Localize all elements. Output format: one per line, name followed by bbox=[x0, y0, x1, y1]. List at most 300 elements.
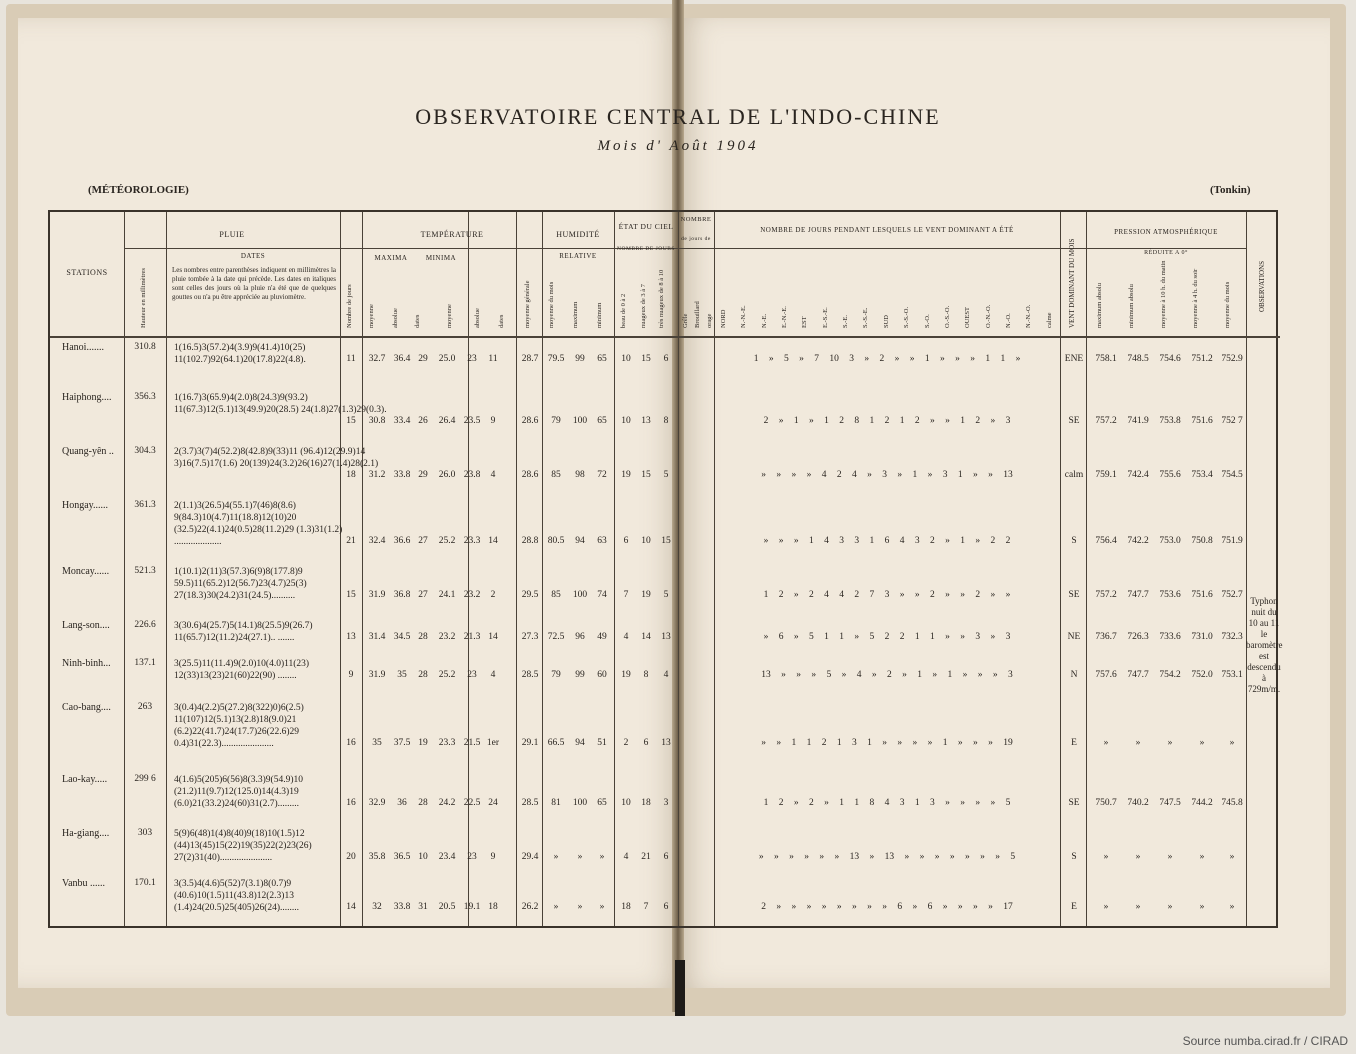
cell-pmin: » bbox=[1135, 852, 1141, 862]
station-name: Lang-son.... bbox=[62, 620, 110, 631]
cell-p10: 753.6 bbox=[1159, 590, 1181, 600]
cell-p10: » bbox=[1167, 738, 1173, 748]
tmax-abs-header: absolue bbox=[392, 308, 399, 328]
hmoy-header: moyenne du mois bbox=[548, 281, 555, 328]
cell-nb: 16 bbox=[346, 798, 356, 808]
cell-pmoy: 754.5 bbox=[1221, 470, 1243, 480]
cell-hmin: » bbox=[599, 852, 605, 862]
cell-pmax: 757.6 bbox=[1095, 670, 1117, 680]
cell-tmind: 9 bbox=[490, 852, 496, 862]
beau-header: beau de 0 à 2 bbox=[620, 293, 627, 328]
station-name: Lao-kay..... bbox=[62, 774, 108, 785]
source-credit: Source numba.cirad.fr / CIRAD bbox=[1182, 1034, 1348, 1048]
cell-tres: 4 bbox=[663, 670, 669, 680]
cell-tmind: 14 bbox=[488, 632, 498, 642]
cell-hmin: 65 bbox=[597, 416, 607, 426]
cell-p10: 753.8 bbox=[1159, 416, 1181, 426]
cell-pmin: 726.3 bbox=[1127, 632, 1149, 642]
cell-tmaxd: 28 bbox=[418, 670, 428, 680]
cell-tmina: 23.5 bbox=[463, 416, 481, 426]
cell-tmaxa: 37.5 bbox=[393, 738, 411, 748]
cell-beau: 19 bbox=[621, 670, 631, 680]
hauteur-header: Hauteur en millimètres bbox=[140, 268, 147, 328]
cell-tres: 15 bbox=[661, 536, 671, 546]
cell-wind-days: 1 » 5 » 7 10 3 » 2 » » 1 » » » 1 1 » bbox=[753, 354, 1021, 364]
cell-tgen: 29.1 bbox=[521, 738, 539, 748]
cell-nua: 18 bbox=[641, 798, 651, 808]
cell-p10: » bbox=[1167, 852, 1173, 862]
cell-tres: 5 bbox=[663, 590, 669, 600]
station-name: Hongay...... bbox=[62, 500, 109, 511]
cell-tmin: 26.0 bbox=[438, 470, 456, 480]
cell-nb: 13 bbox=[346, 632, 356, 642]
cell-beau: 19 bbox=[621, 470, 631, 480]
cell-p4: 753.4 bbox=[1191, 470, 1213, 480]
cell-dom: SE bbox=[1068, 416, 1080, 426]
cell-pmin: 741.9 bbox=[1127, 416, 1149, 426]
cell-haut: 303 bbox=[137, 828, 153, 838]
cell-tmaxd: 27 bbox=[418, 590, 428, 600]
cell-hmax: 99 bbox=[575, 670, 585, 680]
cell-wind-days: 13 » » » 5 » 4 » 2 » 1 » 1 » » » 3 bbox=[761, 670, 1013, 680]
cell-dom: E bbox=[1071, 902, 1077, 912]
vent-dominant-header: VENT DOMINANT DU MOIS bbox=[1068, 238, 1076, 328]
humidite-header: HUMIDITÉ bbox=[556, 230, 600, 239]
cell-pmin: » bbox=[1135, 738, 1141, 748]
cell-pmax: » bbox=[1103, 852, 1109, 862]
minima-header: MINIMA bbox=[425, 254, 457, 262]
cell-wind-days: 1 2 » 2 » 1 1 8 4 3 1 3 » » » » 5 bbox=[763, 798, 1011, 808]
observation-note: Typhon nuit du 10 au 11 le baromètre est descendu à 729m/m. bbox=[1246, 596, 1283, 694]
cell-pmax: » bbox=[1103, 738, 1109, 748]
cell-haut: 299 6 bbox=[134, 774, 156, 784]
cell-dom: NE bbox=[1067, 632, 1081, 642]
cell-tmind: 9 bbox=[490, 416, 496, 426]
cell-tmax: 32 bbox=[372, 902, 382, 912]
station-name: Vanbu ...... bbox=[62, 878, 106, 889]
cell-hmoy: 66.5 bbox=[547, 738, 565, 748]
cell-tmind: 18 bbox=[488, 902, 498, 912]
cell-tmaxd: 31 bbox=[418, 902, 428, 912]
hmax-header: maximum bbox=[572, 301, 579, 328]
cell-wind-days: 2 » 1 » 1 2 8 1 2 1 2 » » 1 2 » 3 bbox=[763, 416, 1011, 426]
de-jours-header: de jours de bbox=[681, 236, 711, 242]
cell-tmax: 35 bbox=[372, 738, 382, 748]
grele-header: Grêle bbox=[682, 313, 689, 328]
cell-tmaxa: 33.8 bbox=[393, 902, 411, 912]
cell-tres: 5 bbox=[663, 470, 669, 480]
rain-dates: 3(25.5)11(11.4)9(2.0)10(4.0)11(23) 12(33)13(23)21(60)22(90) ........ bbox=[174, 659, 310, 681]
cell-tmax: 32.7 bbox=[368, 354, 386, 364]
rain-dates: 1(16.5)3(57.2)4(3.9)9(41.4)10(25) 11(102.7)92(64.1)20(17.8)22(4.8). bbox=[174, 343, 306, 365]
cell-wind-days: » » » » » » 13 » 13 » » » » » » » 5 bbox=[758, 852, 1016, 862]
hmin-header: minimum bbox=[596, 302, 603, 328]
cell-tres: 13 bbox=[661, 738, 671, 748]
cell-hmoy: 72.5 bbox=[547, 632, 565, 642]
cell-tmina: 23 bbox=[467, 670, 477, 680]
cell-tmind: 14 bbox=[488, 536, 498, 546]
observations-header: OBSERVATIONS bbox=[1258, 260, 1266, 312]
cell-tres: 8 bbox=[663, 416, 669, 426]
wind-header-0: NORD bbox=[720, 309, 727, 328]
cell-beau: 6 bbox=[623, 536, 629, 546]
cell-nb: 15 bbox=[346, 590, 356, 600]
cell-p4: » bbox=[1199, 738, 1205, 748]
cell-nb: 15 bbox=[346, 416, 356, 426]
pluie-header: PLUIE bbox=[219, 230, 245, 239]
cell-tmax: 32.9 bbox=[368, 798, 386, 808]
cell-hmin: 60 bbox=[597, 670, 607, 680]
cell-hmoy: 79 bbox=[551, 416, 561, 426]
cell-tres: 3 bbox=[663, 798, 669, 808]
cell-tmind: 4 bbox=[490, 670, 496, 680]
cell-tgen: 28.6 bbox=[521, 470, 539, 480]
cell-beau: 7 bbox=[623, 590, 629, 600]
cell-wind-days: » 6 » 5 1 1 » 5 2 2 1 1 » » 3 » 3 bbox=[763, 632, 1011, 642]
cell-beau: 4 bbox=[623, 852, 629, 862]
cell-hmoy: 85 bbox=[551, 470, 561, 480]
cell-hmin: 65 bbox=[597, 354, 607, 364]
cell-tres: 6 bbox=[663, 852, 669, 862]
cell-pmax: 756.4 bbox=[1095, 536, 1117, 546]
cell-pmoy: 752.7 bbox=[1221, 590, 1243, 600]
wind-header-15: N.-N.-O. bbox=[1025, 304, 1033, 328]
tgen-header: moyenne générale bbox=[524, 280, 531, 328]
cell-tmind: 4 bbox=[490, 470, 496, 480]
cell-tgen: 28.5 bbox=[521, 670, 539, 680]
rain-dates: 3(3.5)4(4.6)5(52)7(3.1)8(0.7)9 (40.6)10(1.5)11(43.8)12(2.3)13 (1.4)24(20.5)25(405)26(24)........ bbox=[174, 879, 300, 913]
dates-note: Les nombres entre parenthèses indiquent en millimètres la pluie tombée à la date qui précède. Les dates en italiques sont celles des jours où la pluie n'a été que de quelques gouttes ou n'a pu être appréciée au pluviomètre. bbox=[172, 266, 336, 301]
cell-tmaxa: 36.8 bbox=[393, 590, 411, 600]
cell-tmaxd: 10 bbox=[418, 852, 428, 862]
wind-header-1: N.-N.-E. bbox=[740, 305, 748, 328]
cell-haut: 170.1 bbox=[134, 878, 156, 888]
cell-pmax: 757.2 bbox=[1095, 590, 1117, 600]
maxima-header: MAXIMA bbox=[374, 254, 408, 262]
cell-nua: 10 bbox=[641, 536, 651, 546]
cell-pmax: 750.7 bbox=[1095, 798, 1117, 808]
rain-dates: 1(16.7)3(65.9)4(2.0)8(24.3)9(93.2) 11(67.3)12(5.1)13(49.9)20(28.5) 24(1.8)27(1.3)29(0.3). bbox=[174, 393, 387, 415]
cell-tgen: 29.4 bbox=[521, 852, 539, 862]
cell-hmin: 74 bbox=[597, 590, 607, 600]
cell-tmaxa: 33.4 bbox=[393, 416, 411, 426]
cell-hmoy: 80.5 bbox=[547, 536, 565, 546]
wind-header-5: E.-S.-E. bbox=[821, 307, 829, 328]
cell-beau: 4 bbox=[623, 632, 629, 642]
cell-tmind: 24 bbox=[488, 798, 498, 808]
cell-wind-days: » » » 1 4 3 3 1 6 4 3 2 » 1 » 2 2 bbox=[763, 536, 1011, 546]
station-name: Cao-bang.... bbox=[62, 702, 111, 713]
rain-dates: 1(10.1)2(11)3(57.3)6(9)8(177.8)9 59.5)11(65.2)12(56.7)23(4.7)25(3) 27(18.3)30(24.2)31(24.5).......... bbox=[174, 567, 307, 601]
vent-header: NOMBRE DE JOURS PENDANT LESQUELS LE VENT DOMINANT A ÉTÉ bbox=[760, 226, 1014, 234]
cell-nua: 7 bbox=[643, 902, 649, 912]
wind-header-12: OUEST bbox=[964, 307, 972, 328]
tmin-abs-header: absolue bbox=[474, 308, 481, 328]
cell-haut: 361.3 bbox=[134, 500, 156, 510]
wind-header-2: N.-E. bbox=[760, 313, 768, 328]
cell-tmax: 32.4 bbox=[368, 536, 386, 546]
rain-dates: 5(9)6(48)1(4)8(40)9(18)10(1.5)12 (44)13(45)15(22)19(35)22(2)23(26) 27(2)31(40)...................... bbox=[174, 829, 312, 863]
cell-tmaxa: 34.5 bbox=[393, 632, 411, 642]
cell-p4: » bbox=[1199, 902, 1205, 912]
cell-nb: 9 bbox=[348, 670, 354, 680]
cell-tmina: 21.5 bbox=[463, 738, 481, 748]
cell-tgen: 26.2 bbox=[521, 902, 539, 912]
cell-pmin: 747.7 bbox=[1127, 670, 1149, 680]
brouillard-header: Brouillard bbox=[694, 301, 701, 328]
cell-tgen: 29.5 bbox=[521, 590, 539, 600]
rain-dates: 2(3.7)3(7)4(52.2)8(42.8)9(33)11 (96.4)12(29.9)14 3)16(7.5)17(1.6) 20(139)24(3.2)26(16)27(1.4)28(2.1) bbox=[174, 447, 379, 469]
nuageux-header: nuageux de 3 à 7 bbox=[640, 283, 647, 328]
reduite-header: RÉDUITE A 0° bbox=[1144, 250, 1188, 256]
cell-hmin: 72 bbox=[597, 470, 607, 480]
cell-p10: 747.5 bbox=[1159, 798, 1181, 808]
cell-p4: 731.0 bbox=[1191, 632, 1213, 642]
cell-tmina: 22.5 bbox=[463, 798, 481, 808]
cell-pmoy: » bbox=[1229, 902, 1235, 912]
cell-pmoy: » bbox=[1229, 738, 1235, 748]
cell-hmax: 99 bbox=[575, 354, 585, 364]
wind-header-6: S.-E. bbox=[842, 315, 850, 328]
wind-header-9: S.-S.-O. bbox=[903, 306, 911, 328]
cell-pmin: » bbox=[1135, 902, 1141, 912]
cell-pmoy: » bbox=[1229, 852, 1235, 862]
cell-tres: 6 bbox=[663, 354, 669, 364]
cell-tmax: 31.9 bbox=[368, 590, 386, 600]
cell-tgen: 28.6 bbox=[521, 416, 539, 426]
station-name: Ninh-binh... bbox=[62, 658, 111, 669]
cell-tmina: 23.2 bbox=[463, 590, 481, 600]
cell-nua: 15 bbox=[641, 354, 651, 364]
nb-jours-header: Nombre de jours bbox=[346, 284, 353, 328]
cell-pmax: 736.7 bbox=[1095, 632, 1117, 642]
cell-wind-days: 2 » » » » » » » » 6 » 6 » » » » 17 bbox=[761, 902, 1013, 912]
cell-haut: 521.3 bbox=[134, 566, 156, 576]
cell-hmax: 94 bbox=[575, 738, 585, 748]
cell-tres: 6 bbox=[663, 902, 669, 912]
cell-p4: 744.2 bbox=[1191, 798, 1213, 808]
wind-header-11: O.-S.-O. bbox=[943, 305, 951, 328]
cell-tmaxd: 19 bbox=[418, 738, 428, 748]
cell-p10: » bbox=[1167, 902, 1173, 912]
cell-pmoy: 753.1 bbox=[1221, 670, 1243, 680]
cell-beau: 10 bbox=[621, 416, 631, 426]
cell-hmoy: 81 bbox=[551, 798, 561, 808]
bookmark-ribbon bbox=[675, 960, 685, 1016]
tmax-dates-header: dates bbox=[414, 314, 421, 328]
cell-pmax: 759.1 bbox=[1095, 470, 1117, 480]
cell-tmaxd: 28 bbox=[418, 632, 428, 642]
cell-pmax: 757.2 bbox=[1095, 416, 1117, 426]
cell-hmoy: » bbox=[553, 852, 559, 862]
cell-hmax: 100 bbox=[572, 416, 588, 426]
cell-tmaxa: 36 bbox=[397, 798, 407, 808]
cell-tmin: 20.5 bbox=[438, 902, 456, 912]
cell-beau: 10 bbox=[621, 798, 631, 808]
page-title: OBSERVATOIRE CENTRAL DE L'INDO-CHINE bbox=[415, 104, 941, 129]
cell-p10: 754.2 bbox=[1159, 670, 1181, 680]
cell-pmin: 748.5 bbox=[1127, 354, 1149, 364]
cell-tgen: 28.7 bbox=[521, 354, 539, 364]
cell-tmax: 31.4 bbox=[368, 632, 386, 642]
cell-tmaxa: 35 bbox=[397, 670, 407, 680]
cell-haut: 226.6 bbox=[134, 620, 156, 630]
tmin-dates-header: dates bbox=[498, 314, 505, 328]
cell-tmax: 31.9 bbox=[368, 670, 386, 680]
region-label: (Tonkin) bbox=[1210, 184, 1251, 196]
station-name: Hanoi....... bbox=[62, 342, 104, 353]
cell-tmind: 11 bbox=[488, 354, 498, 364]
station-name: Moncay...... bbox=[62, 566, 110, 577]
cell-pmin: 740.2 bbox=[1127, 798, 1149, 808]
cell-dom: S bbox=[1071, 536, 1077, 546]
cell-beau: 10 bbox=[621, 354, 631, 364]
cell-hmax: 98 bbox=[575, 470, 585, 480]
cell-dom: S bbox=[1071, 852, 1077, 862]
cell-tmaxa: 36.6 bbox=[393, 536, 411, 546]
p10-header: moyenne à 10 h. du matin bbox=[1160, 260, 1167, 328]
temperature-header: TEMPÉRATURE bbox=[420, 230, 484, 239]
cell-haut: 263 bbox=[137, 702, 153, 712]
cell-pmin: 747.7 bbox=[1127, 590, 1149, 600]
cell-pmoy: 751.9 bbox=[1221, 536, 1243, 546]
cell-p4: 751.6 bbox=[1191, 416, 1213, 426]
cell-hmoy: 79 bbox=[551, 670, 561, 680]
pression-header: PRESSION ATMOSPHÉRIQUE bbox=[1114, 228, 1218, 236]
pmin-header: minimum absolu bbox=[1128, 284, 1135, 328]
cell-tmin: 26.4 bbox=[438, 416, 456, 426]
cell-haut: 356.3 bbox=[134, 392, 156, 402]
cell-p10: 733.6 bbox=[1159, 632, 1181, 642]
tmax-moy-header: moyenne bbox=[368, 304, 375, 328]
cell-tmaxd: 28 bbox=[418, 798, 428, 808]
cell-tmaxd: 29 bbox=[418, 354, 428, 364]
cell-dom: N bbox=[1070, 670, 1078, 680]
cell-tmaxa: 36.4 bbox=[393, 354, 411, 364]
cell-tmin: 24.2 bbox=[438, 798, 456, 808]
cell-beau: 18 bbox=[621, 902, 631, 912]
wind-header-4: EST bbox=[801, 316, 809, 328]
cell-nua: 19 bbox=[641, 590, 651, 600]
wind-header-8: SUD bbox=[882, 314, 890, 328]
cell-nua: 6 bbox=[643, 738, 649, 748]
cell-nua: 8 bbox=[643, 670, 649, 680]
rain-dates: 4(1.6)5(205)6(56)8(3.3)9(54.9)10 (21.2)11(9.7)12(125.0)14(4.3)19 (6.0)21(33.2)24(60)31(2.7)......... bbox=[174, 775, 304, 809]
cell-p4: 751.6 bbox=[1191, 590, 1213, 600]
wind-header-10: S.-O. bbox=[923, 314, 931, 328]
rain-dates: 3(30.6)4(25.7)5(14.1)8(25.5)9(26.7) 11(65.7)12(11.2)24(27.1).. ....... bbox=[174, 621, 313, 643]
cell-p4: 751.2 bbox=[1191, 354, 1213, 364]
cell-tmaxd: 29 bbox=[418, 470, 428, 480]
cell-dom: calm bbox=[1064, 470, 1084, 480]
cell-hmoy: 79.5 bbox=[547, 354, 565, 364]
cell-tmina: 23.8 bbox=[463, 470, 481, 480]
cell-tmin: 23.4 bbox=[438, 852, 456, 862]
nb-jours-ciel-header: NOMBRE DE JOURS bbox=[617, 246, 675, 252]
nombre-header: NOMBRE bbox=[680, 216, 712, 223]
cell-pmax: 758.1 bbox=[1095, 354, 1117, 364]
cell-hmin: 49 bbox=[597, 632, 607, 642]
cell-pmin: 742.2 bbox=[1127, 536, 1149, 546]
cell-tmaxd: 26 bbox=[418, 416, 428, 426]
cell-haut: 310.8 bbox=[134, 342, 156, 352]
cell-p10: 753.0 bbox=[1159, 536, 1181, 546]
cell-tmax: 31.2 bbox=[368, 470, 386, 480]
wind-header-13: O.-N.-O. bbox=[984, 304, 992, 328]
cell-dom: SE bbox=[1068, 798, 1080, 808]
cell-nb: 20 bbox=[346, 852, 356, 862]
wind-header-7: S.-S.-E. bbox=[862, 307, 870, 328]
cell-pmoy: 752 7 bbox=[1221, 416, 1243, 426]
cell-pmin: 742.4 bbox=[1127, 470, 1149, 480]
cell-hmin: » bbox=[599, 902, 605, 912]
cell-p10: 755.6 bbox=[1159, 470, 1181, 480]
cell-nb: 14 bbox=[346, 902, 356, 912]
cell-beau: 2 bbox=[623, 738, 629, 748]
cell-hmax: » bbox=[577, 852, 583, 862]
cell-p4: » bbox=[1199, 852, 1205, 862]
cell-tmin: 23.2 bbox=[438, 632, 456, 642]
cell-tmina: 19.1 bbox=[463, 902, 481, 912]
cell-nua: 13 bbox=[641, 416, 651, 426]
pmoy-header: moyenne du mois bbox=[1224, 281, 1231, 328]
cell-tgen: 28.5 bbox=[521, 798, 539, 808]
cell-tgen: 28.8 bbox=[521, 536, 539, 546]
cell-pmax: » bbox=[1103, 902, 1109, 912]
cell-wind-days: 1 2 » 2 4 4 2 7 3 » » 2 » » 2 » » bbox=[763, 590, 1011, 600]
cell-dom: E bbox=[1071, 738, 1077, 748]
cell-tmaxa: 36.5 bbox=[393, 852, 411, 862]
tmin-moy-header: moyenne bbox=[446, 304, 453, 328]
etat-ciel-header: ÉTAT DU CIEL bbox=[618, 222, 674, 231]
cell-tmina: 23 bbox=[467, 354, 477, 364]
cell-tmax: 35.8 bbox=[368, 852, 386, 862]
cell-nua: 14 bbox=[641, 632, 651, 642]
cell-tmin: 25.0 bbox=[438, 354, 456, 364]
cell-wind-days: » » 1 1 2 1 3 1 » » » » 1 » » » 19 bbox=[761, 738, 1013, 748]
section-label: (MÉTÉOROLOGIE) bbox=[88, 184, 189, 196]
cell-hmax: 100 bbox=[572, 798, 588, 808]
cell-wind-days: » » » » 4 2 4 » 3 » 1 » 3 1 » » 13 bbox=[761, 470, 1013, 480]
station-name: Ha-giang.... bbox=[62, 828, 110, 839]
cell-nua: 21 bbox=[641, 852, 651, 862]
rain-dates: 3(0.4)4(2.2)5(27.2)8(322)0)6(2.5) 11(107)12(5.1)13(2.8)18(9.0)21 (6.2)22(41.7)24(17.7)26(22.6)29 0.4)31(22.3)...................... bbox=[174, 703, 304, 749]
cell-tres: 13 bbox=[661, 632, 671, 642]
cell-p4: 750.8 bbox=[1191, 536, 1213, 546]
cell-nb: 21 bbox=[346, 536, 356, 546]
cell-hmoy: » bbox=[553, 902, 559, 912]
cell-pmoy: 752.9 bbox=[1221, 354, 1243, 364]
weather-table bbox=[48, 210, 1283, 928]
page-subtitle: Mois d' Août 1904 bbox=[597, 138, 759, 154]
wind-header-3: E.-N.-E. bbox=[781, 306, 789, 328]
cell-tmina: 21.3 bbox=[463, 632, 481, 642]
cell-hmoy: 85 bbox=[551, 590, 561, 600]
cell-tmin: 25.2 bbox=[438, 670, 456, 680]
cell-tmina: 23 bbox=[467, 852, 477, 862]
cell-tmin: 23.3 bbox=[438, 738, 456, 748]
cell-tmax: 30.8 bbox=[368, 416, 386, 426]
cell-tmind: 2 bbox=[490, 590, 496, 600]
cell-pmoy: 732.3 bbox=[1221, 632, 1243, 642]
cell-dom: ENE bbox=[1064, 354, 1084, 364]
stations-header: STATIONS bbox=[66, 268, 108, 277]
dates-header: DATES bbox=[240, 252, 266, 260]
cell-hmax: 100 bbox=[572, 590, 588, 600]
rain-dates: 2(1.1)3(26.5)4(55.1)7(46)8(8.6) 9(84.3)10(4.7)11(18.8)12(10)20 (32.5)22(4.1)24(0.5)28(11.2)29 (1.3)31(1.2) .................... bbox=[174, 501, 343, 547]
cell-tmaxd: 27 bbox=[418, 536, 428, 546]
cell-haut: 137.1 bbox=[134, 658, 156, 668]
